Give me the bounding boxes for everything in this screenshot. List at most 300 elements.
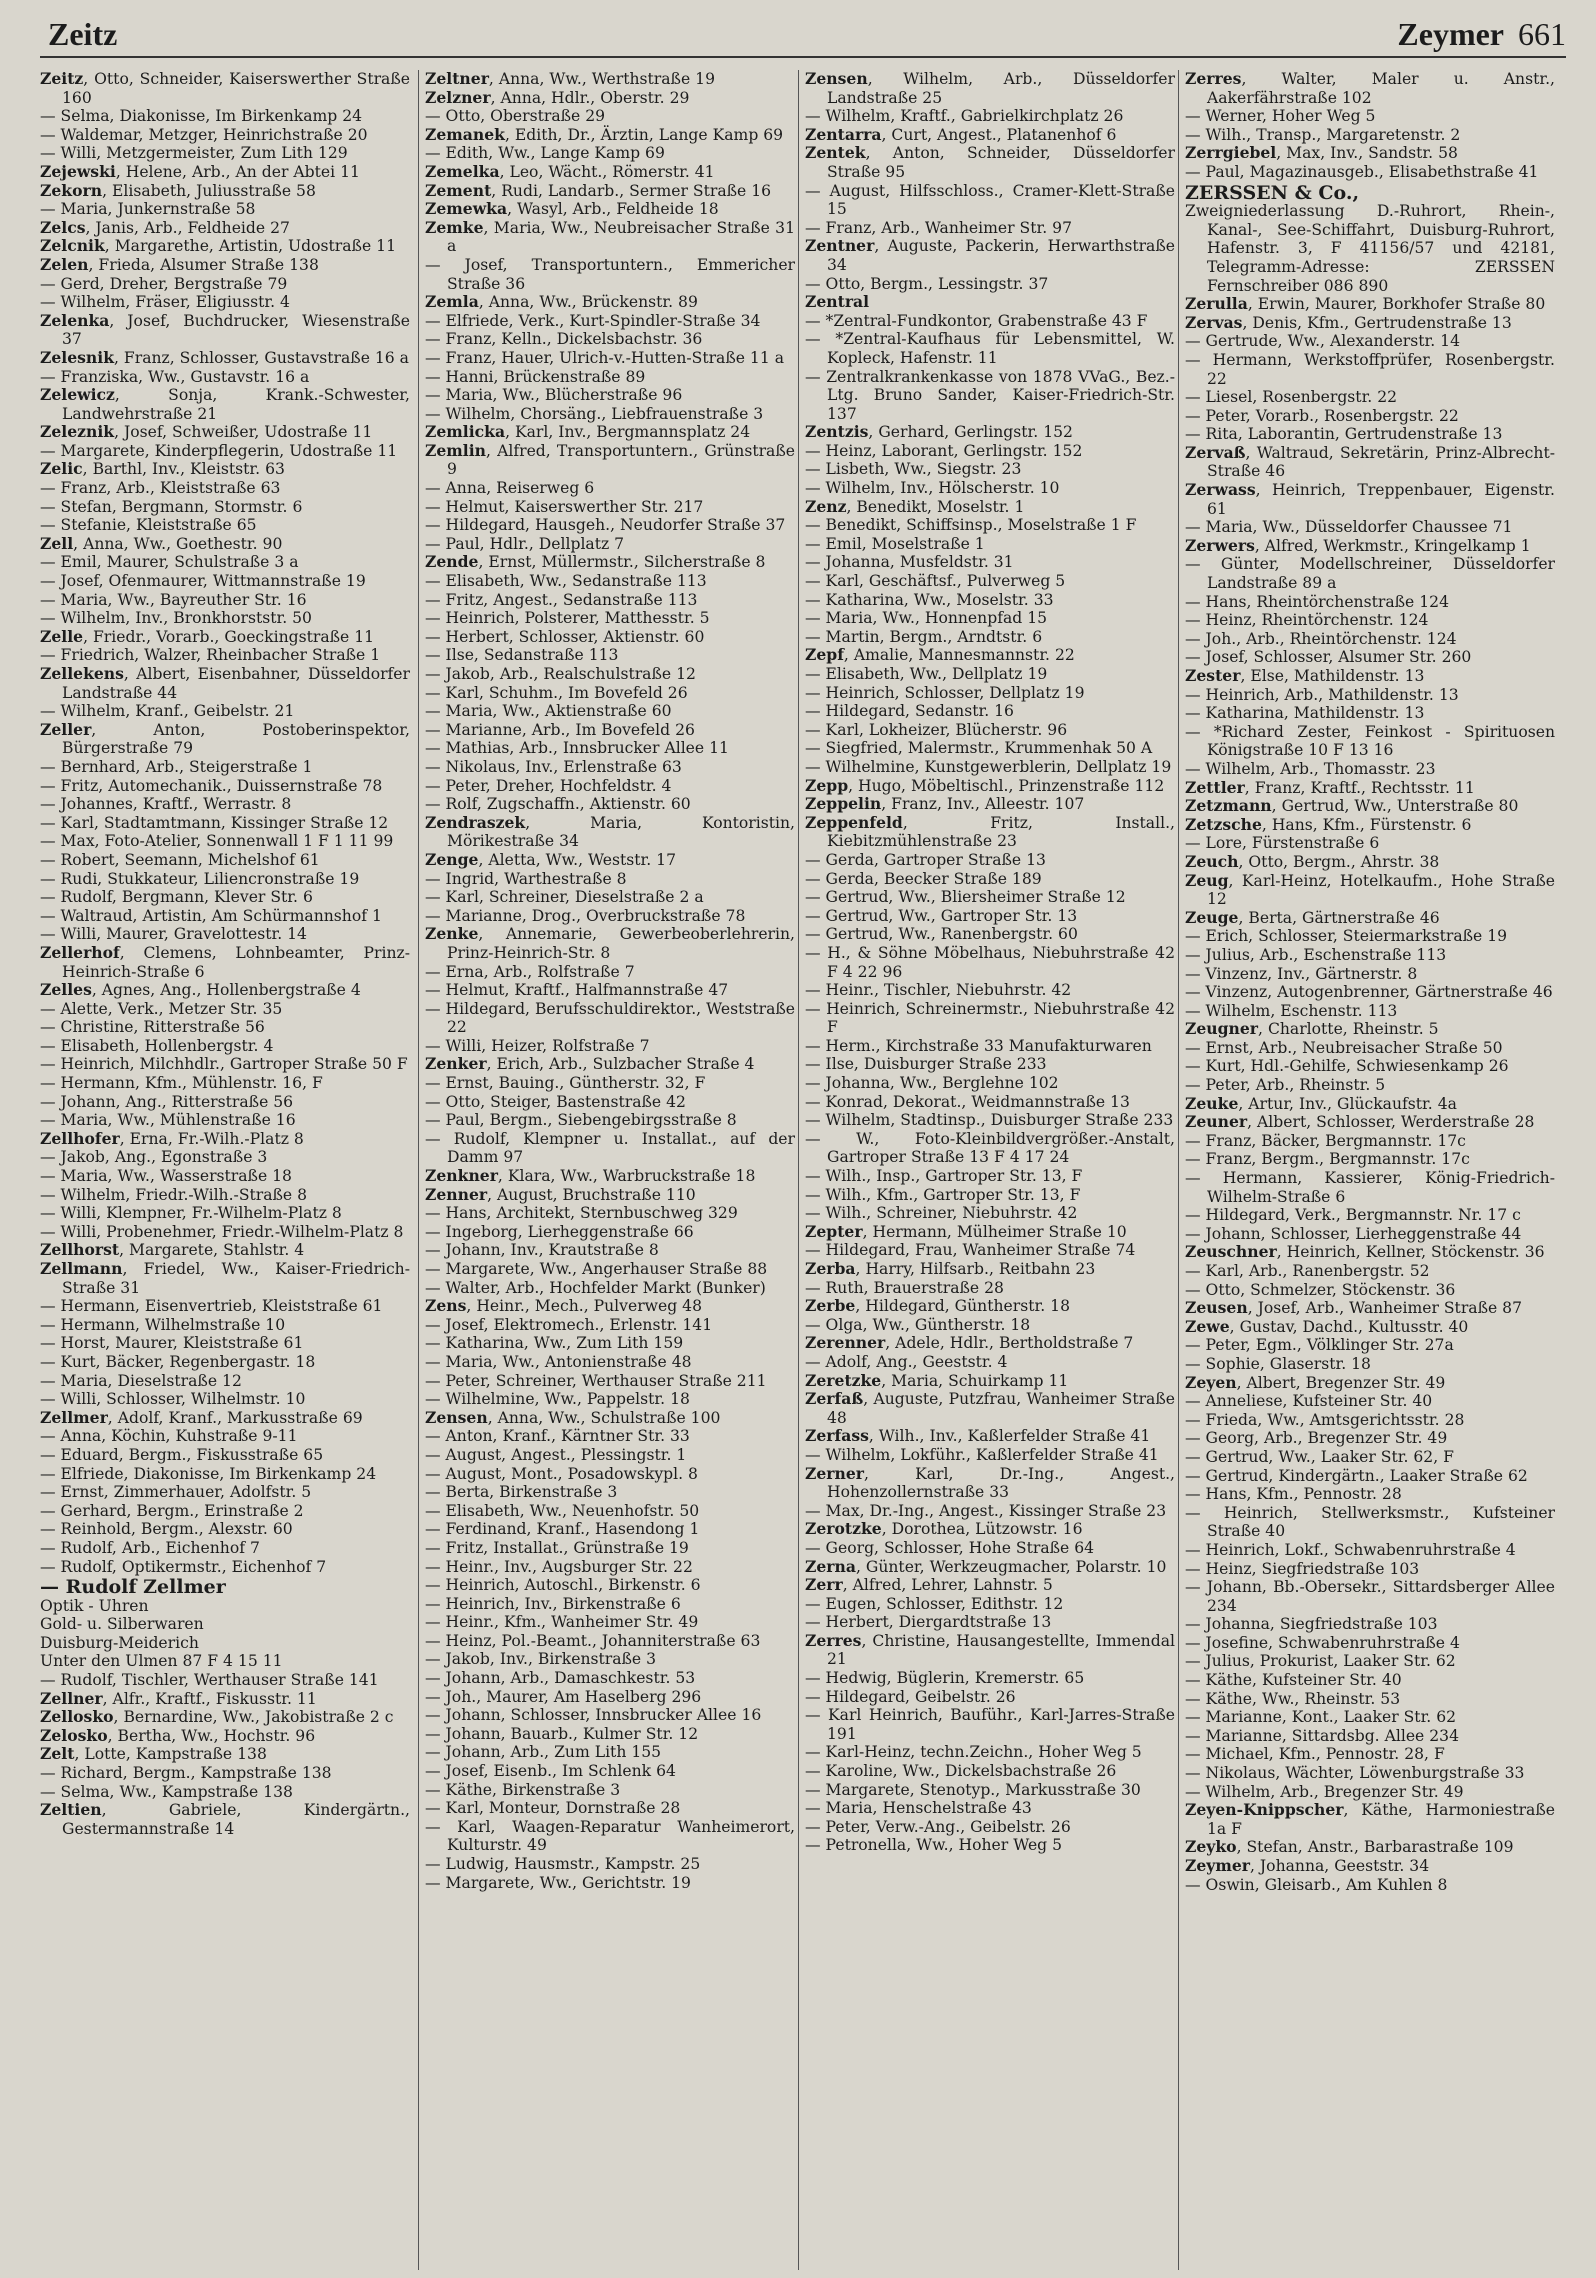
entry-details: — *Richard Zester, Feinkost - Spirituosen Königstraße 10 F 13 16 bbox=[1185, 722, 1555, 760]
surname: Zervaß bbox=[1185, 442, 1246, 462]
directory-entry bbox=[425, 795, 795, 814]
entry-details: — Liesel, Rosenbergstr. 22 bbox=[1185, 388, 1398, 407]
entry-details: — Herbert, Diergardtstraße 13 bbox=[805, 1613, 1052, 1632]
entry-details: — Franz, Hauer, Ulrich-v.-Hutten-Straße 11 a bbox=[425, 348, 785, 367]
surname: Zester bbox=[1185, 666, 1241, 685]
entry-details: — Josef, Eisenb., Im Schlenk 64 bbox=[425, 1762, 676, 1781]
directory-entry bbox=[425, 535, 795, 554]
directory-entry bbox=[805, 70, 1175, 107]
directory-entry bbox=[425, 1483, 795, 1502]
entry-details: , Elisabeth, Juliusstraße 58 bbox=[102, 181, 316, 200]
entry-details: — Hans, Kfm., Pennostr. 28 bbox=[1185, 1485, 1402, 1504]
entry-details: — Oswin, Gleisarb., Am Kuhlen 8 bbox=[1185, 1875, 1448, 1894]
directory-entry bbox=[1185, 1727, 1555, 1746]
directory-entry bbox=[425, 1000, 795, 1037]
directory-entry bbox=[1185, 314, 1555, 333]
advertisement-line: Gold- u. Silberwaren bbox=[40, 1615, 204, 1634]
directory-entry bbox=[425, 1260, 795, 1279]
directory-entry bbox=[1185, 704, 1555, 723]
entry-details: , Karl-Heinz, Hotelkaufm., Hohe Straße 12 bbox=[1207, 871, 1555, 909]
entry-details: , Helene, Arb., An der Abtei 11 bbox=[115, 162, 360, 181]
entry-details: , Alfr., Kraftf., Fiskusstr. 11 bbox=[102, 1689, 317, 1708]
directory-entry bbox=[805, 1632, 1175, 1669]
entry-details: — Wilhelmine, Kunstgewerblerin, Dellplatz 19 bbox=[805, 757, 1172, 776]
entry-details: — Frieda, Ww., Amtsgerichtsstr. 28 bbox=[1185, 1410, 1465, 1429]
entry-details: — Hildegard, Berufsschuldirektor., Weststraße 22 bbox=[425, 999, 795, 1037]
entry-details: — *Zentral-Kaufhaus für Lebensmittel, W. Kopleck, Hafenstr. 11 bbox=[805, 330, 1175, 367]
entry-details: , Ernst, Müllermstr., Silcherstraße 8 bbox=[478, 553, 766, 572]
entry-details: — Maria, Ww., Aktienstraße 60 bbox=[425, 702, 672, 721]
directory-entry bbox=[1185, 70, 1555, 107]
entry-details: — Katharina, Ww., Zum Lith 159 bbox=[425, 1334, 684, 1353]
entry-details: , August, Bruchstraße 110 bbox=[487, 1185, 696, 1204]
surname: Zelesnik bbox=[40, 347, 114, 367]
entry-details: , Günter, Werkzeugmacher, Polarstr. 10 bbox=[855, 1557, 1167, 1576]
entry-details: , Erna, Fr.-Wilh.-Platz 8 bbox=[119, 1129, 304, 1148]
directory-entry bbox=[425, 758, 795, 777]
directory-entry bbox=[40, 498, 410, 517]
entry-details: — Johann, Ang., Ritterstraße 56 bbox=[40, 1092, 294, 1111]
surname: Zenge bbox=[425, 849, 479, 869]
surname: Zemlicka bbox=[425, 422, 506, 442]
directory-entry bbox=[425, 1706, 795, 1725]
directory-entry bbox=[1185, 351, 1555, 388]
entry-details: — Rudolf, Klempner u. Installat., auf der Damm 97 bbox=[425, 1129, 795, 1167]
directory-entry bbox=[40, 1223, 410, 1242]
directory-entry bbox=[425, 739, 795, 758]
directory-entry bbox=[40, 702, 410, 721]
surname: Zerwers bbox=[1185, 535, 1255, 555]
directory-entry bbox=[805, 739, 1175, 758]
directory-entry bbox=[805, 1223, 1175, 1242]
entry-details: , Bernardine, Ww., Jakobistraße 2 c bbox=[113, 1708, 394, 1727]
directory-entry bbox=[805, 1260, 1175, 1279]
directory-entry bbox=[40, 1018, 410, 1037]
directory-entry bbox=[1185, 444, 1555, 481]
directory-entry bbox=[40, 1241, 410, 1260]
directory-entry bbox=[425, 1520, 795, 1539]
entry-details: — Heinr., Inv., Augsburger Str. 22 bbox=[425, 1557, 693, 1576]
surname: Zerulla bbox=[1185, 294, 1248, 314]
directory-entry bbox=[425, 1725, 795, 1744]
directory-entry bbox=[1185, 388, 1555, 407]
entry-details: , Curt, Angest., Platanenhof 6 bbox=[881, 125, 1117, 144]
directory-entry bbox=[1185, 648, 1555, 667]
directory-entry bbox=[805, 1390, 1175, 1427]
entry-details: , Maria, Ww., Neubreisacher Straße 31 a bbox=[447, 218, 795, 256]
directory-entry bbox=[805, 1818, 1175, 1837]
entry-details: — Julius, Prokurist, Laaker Str. 62 bbox=[1185, 1652, 1456, 1671]
directory-entry bbox=[1185, 332, 1555, 351]
surname: Zeyen-Knippscher bbox=[1185, 1800, 1344, 1820]
directory-entry bbox=[1185, 1225, 1555, 1244]
entry-details: — Georg, Arb., Bregenzer Str. 49 bbox=[1185, 1429, 1448, 1448]
directory-entry bbox=[425, 1167, 795, 1186]
page-number: 661 bbox=[1518, 16, 1566, 52]
entry-details: — Anna, Köchin, Kuhstraße 9-11 bbox=[40, 1427, 298, 1446]
entry-details: , Karl, Inv., Bergmannsplatz 24 bbox=[505, 423, 751, 442]
entry-details: — Karoline, Ww., Dickelsbachstraße 26 bbox=[805, 1762, 1117, 1781]
directory-entry bbox=[40, 1671, 410, 1690]
directory-entry bbox=[805, 758, 1175, 777]
entry-details: , Benedikt, Moselstr. 1 bbox=[846, 497, 1025, 516]
surname: Zell bbox=[40, 533, 74, 553]
entry-details: — Rita, Laborantin, Gertrudenstraße 13 bbox=[1185, 425, 1503, 444]
directory-entry bbox=[40, 1148, 410, 1167]
directory-entry bbox=[40, 628, 410, 647]
surname: Zenke bbox=[425, 924, 479, 944]
directory-entry bbox=[1185, 667, 1555, 686]
entry-details: , Frieda, Alsumer Straße 138 bbox=[88, 255, 319, 274]
directory-entry bbox=[1185, 1467, 1555, 1486]
surname: Zerrgiebel bbox=[1185, 143, 1277, 163]
entry-details: , Gertrud, Ww., Unterstraße 80 bbox=[1271, 797, 1519, 816]
entry-details: — Fritz, Angest., Sedanstraße 113 bbox=[425, 590, 698, 609]
directory-entry bbox=[425, 814, 795, 851]
directory-entry bbox=[425, 423, 795, 442]
entry-details: — Günter, Modellschreiner, Düsseldorfer Landstraße 89 a bbox=[1185, 555, 1555, 593]
entry-details: — Josef, Schlosser, Alsumer Str. 260 bbox=[1185, 648, 1472, 667]
directory-entry bbox=[40, 1783, 410, 1802]
directory-entry bbox=[805, 907, 1175, 926]
directory-entry bbox=[40, 1446, 410, 1465]
directory-entry bbox=[425, 1297, 795, 1316]
entry-details: — *Zentral-Fundkontor, Grabenstraße 43 F bbox=[805, 311, 1148, 330]
directory-entry bbox=[40, 1372, 410, 1391]
entry-details: — Johann, Arb., Damaschkestr. 53 bbox=[425, 1669, 696, 1688]
directory-entry bbox=[1185, 1206, 1555, 1225]
directory-entry bbox=[425, 219, 795, 256]
entry-details: , Anna, Ww., Schulstraße 100 bbox=[487, 1408, 721, 1427]
entry-details: — Stefanie, Kleiststraße 65 bbox=[40, 516, 257, 535]
directory-entry bbox=[425, 330, 795, 349]
entry-details: — Ilse, Duisburger Straße 233 bbox=[805, 1055, 1047, 1074]
directory-entry bbox=[40, 944, 410, 981]
surname: Zeppelin bbox=[805, 794, 882, 814]
entry-details: , Friedr., Vorarb., Goeckingstraße 11 bbox=[83, 627, 375, 646]
directory-entry bbox=[1185, 909, 1555, 928]
entry-details: — Joh., Maurer, Am Haselberg 296 bbox=[425, 1687, 702, 1706]
directory-entry bbox=[1185, 1857, 1555, 1876]
entry-details: , Gustav, Dachd., Kultusstr. 40 bbox=[1229, 1317, 1469, 1336]
entry-details: — Heinz, Rheintörchenstr. 124 bbox=[1185, 611, 1429, 630]
directory-entry bbox=[1185, 1076, 1555, 1095]
directory-entry bbox=[425, 1409, 795, 1428]
advertisement-line: Unter den Ulmen 87 F 4 15 11 bbox=[40, 1652, 283, 1671]
entry-details: — Peter, Vorarb., Rosenbergstr. 22 bbox=[1185, 406, 1459, 425]
entry-details: — Gertrud, Ww., Ranenbergstr. 60 bbox=[805, 925, 1078, 944]
entry-details: — Elisabeth, Hollenbergstr. 4 bbox=[40, 1036, 274, 1055]
entry-details: — Wilhelm, Inv., Bronkhorststr. 50 bbox=[40, 609, 312, 628]
surname: Zeymer bbox=[1185, 1856, 1251, 1875]
directory-entry bbox=[40, 777, 410, 796]
directory-entry bbox=[1185, 1504, 1555, 1541]
directory-entry bbox=[805, 1539, 1175, 1558]
entry-details: , Franz, Schlosser, Gustavstraße 16 a bbox=[114, 348, 409, 367]
directory-entry bbox=[805, 1130, 1175, 1167]
directory-entry bbox=[805, 814, 1175, 851]
entry-details: — Werner, Hoher Weg 5 bbox=[1185, 107, 1376, 126]
entry-details: — Wilhelm, Lokführ., Kaßlerfelder Straße 41 bbox=[805, 1445, 1159, 1464]
entry-details: — Heinrich, Polsterer, Matthesstr. 5 bbox=[425, 609, 710, 628]
directory-entry bbox=[805, 1446, 1175, 1465]
directory-entry bbox=[805, 460, 1175, 479]
directory-entry bbox=[805, 516, 1175, 535]
entry-details: — Maria, Ww., Antonienstraße 48 bbox=[425, 1352, 692, 1371]
surname: Zerwass bbox=[1185, 480, 1256, 500]
directory-entry bbox=[40, 870, 410, 889]
entry-details: — Waldemar, Metzger, Heinrichstraße 20 bbox=[40, 125, 368, 144]
surname: Zejewski bbox=[40, 161, 116, 181]
entry-details: — Fritz, Automechanik., Duissernstraße 78 bbox=[40, 776, 383, 795]
entry-details: , Albert, Schlosser, Werderstraße 28 bbox=[1247, 1113, 1535, 1132]
surname: Zens bbox=[425, 1296, 467, 1316]
directory-entry bbox=[805, 1706, 1175, 1743]
entry-details: — Elisabeth, Ww., Sedanstraße 113 bbox=[425, 572, 707, 591]
surname: Zemla bbox=[425, 292, 479, 312]
directory-entry bbox=[1185, 537, 1555, 556]
entry-details: — Robert, Seemann, Michelshof 61 bbox=[40, 850, 320, 869]
directory-entry bbox=[1185, 1095, 1555, 1114]
directory-entry bbox=[1185, 927, 1555, 946]
directory-entry bbox=[425, 498, 795, 517]
entry-details: — Michael, Kfm., Pennostr. 28, F bbox=[1185, 1745, 1445, 1764]
entry-details: — Wilhelm, Kraftf., Gabrielkirchplatz 26 bbox=[805, 107, 1124, 126]
entry-details: , Maria, Schuirkamp 11 bbox=[881, 1371, 1069, 1390]
entry-details: — Rudi, Stukkateur, Liliencronstraße 19 bbox=[40, 869, 360, 888]
directory-entry bbox=[425, 721, 795, 740]
entry-details: — Otto, Oberstraße 29 bbox=[425, 107, 606, 126]
entry-details: , Else, Mathildenstr. 13 bbox=[1240, 667, 1425, 685]
surname: Zerenner bbox=[805, 1333, 886, 1353]
directory-entry bbox=[805, 1762, 1175, 1781]
entry-details: , Gabriele, Kindergärtn., Gestermannstraße 14 bbox=[62, 1801, 410, 1838]
directory-entry bbox=[805, 1353, 1175, 1372]
surname: Zerfass bbox=[805, 1426, 869, 1446]
directory-entry bbox=[1185, 555, 1555, 592]
directory-entry bbox=[425, 1130, 795, 1167]
directory-entry bbox=[805, 888, 1175, 907]
entry-details: , Artur, Inv., Glückaufstr. 4a bbox=[1238, 1094, 1457, 1113]
surname: Zenner bbox=[425, 1184, 488, 1204]
entry-details: — Wilhelm, Chorsäng., Liebfrauenstraße 3 bbox=[425, 404, 764, 423]
directory-entry bbox=[1185, 1411, 1555, 1430]
entry-details: , Janis, Arb., Feldheide 27 bbox=[85, 218, 290, 237]
entry-details: , Sonja, Krank.-Schwester, Landwehrstraße 21 bbox=[62, 386, 410, 423]
directory-entry bbox=[425, 1223, 795, 1242]
directory-entry bbox=[805, 237, 1175, 274]
entry-details: , Otto, Bergm., Ahrstr. 38 bbox=[1238, 852, 1440, 871]
entry-details: , Margarete, Stahlstr. 4 bbox=[119, 1241, 305, 1260]
entry-details: — Nikolaus, Inv., Erlenstraße 63 bbox=[425, 757, 682, 776]
entry-details: — Peter, Schreiner, Werthauser Straße 211 bbox=[425, 1371, 767, 1390]
entry-details: — Herbert, Schlosser, Aktienstr. 60 bbox=[425, 627, 705, 646]
entry-details: — Anneliese, Kufsteiner Str. 40 bbox=[1185, 1392, 1433, 1411]
directory-entry bbox=[805, 1502, 1175, 1521]
directory-entry bbox=[40, 1111, 410, 1130]
directory-entry bbox=[805, 702, 1175, 721]
entry-details: — Wilhelm, Fräser, Eligiusstr. 4 bbox=[40, 293, 290, 312]
entry-details: — Benedikt, Schiffsinsp., Moselstraße 1 F bbox=[805, 516, 1137, 535]
directory-entry bbox=[1185, 1560, 1555, 1579]
entry-details: — Käthe, Birkenstraße 3 bbox=[425, 1780, 621, 1799]
directory-entry bbox=[1185, 1336, 1555, 1355]
entry-details: — W., Foto-Kleinbildvergrößer.-Anstalt, Gartroper Straße 13 F 4 17 24 bbox=[805, 1129, 1175, 1167]
directory-entry bbox=[425, 1502, 795, 1521]
surname: Zewe bbox=[1185, 1316, 1230, 1336]
directory-entry bbox=[805, 1688, 1175, 1707]
surname: Zepp bbox=[805, 775, 849, 795]
entry-details: — Elisabeth, Ww., Dellplatz 19 bbox=[805, 665, 1048, 683]
directory-entry bbox=[1185, 1783, 1555, 1802]
entry-details: — Erich, Schlosser, Steiermarkstraße 19 bbox=[1185, 927, 1508, 946]
entry-details: , Hans, Kfm., Fürstenstr. 6 bbox=[1261, 815, 1472, 834]
entry-details: — Hans, Rheintörchenstraße 124 bbox=[1185, 592, 1449, 611]
surname: Zerotzke bbox=[805, 1519, 882, 1539]
advertisement-heading: ZERSSEN & Co., bbox=[1185, 181, 1360, 204]
directory-entry bbox=[805, 498, 1175, 517]
entry-details: — Wilhelm, Friedr.-Wilh.-Straße 8 bbox=[40, 1185, 308, 1204]
directory-entry bbox=[425, 1055, 795, 1074]
surname: Zentek bbox=[805, 143, 866, 163]
entry-details: — Heinr., Kfm., Wanheimer Str. 49 bbox=[425, 1613, 699, 1632]
entry-details: — Hermann, Wilhelmstraße 10 bbox=[40, 1315, 286, 1334]
directory-entry bbox=[1185, 425, 1555, 444]
directory-entry bbox=[425, 163, 795, 182]
entry-details: — Jakob, Inv., Birkenstraße 3 bbox=[425, 1650, 657, 1669]
directory-entry bbox=[40, 1055, 410, 1074]
entry-details: — Olga, Ww., Güntherstr. 18 bbox=[805, 1315, 1031, 1334]
directory-entry bbox=[40, 219, 410, 238]
entry-details: , Heinrich, Treppenbauer, Eigenstr. 61 bbox=[1207, 481, 1555, 518]
entry-details: — Heinr., Tischler, Niebuhrstr. 42 bbox=[805, 981, 1072, 1000]
entry-details: , Maria, Kontoristin, Mörikestraße 34 bbox=[447, 813, 795, 851]
surname: Zelcs bbox=[40, 217, 86, 237]
entry-details: — Heinrich, Schlosser, Dellplatz 19 bbox=[805, 683, 1085, 702]
entry-details: — Hedwig, Büglerin, Kremerstr. 65 bbox=[805, 1669, 1085, 1688]
directory-entry bbox=[1185, 760, 1555, 779]
directory-entry bbox=[805, 721, 1175, 740]
entry-details: — Hermann, Werkstoffprüfer, Rosenbergstr. 22 bbox=[1185, 350, 1555, 388]
entry-details: — Christine, Ritterstraße 56 bbox=[40, 1018, 265, 1037]
directory-entry bbox=[40, 1690, 410, 1709]
entry-details: — Konrad, Dekorat., Weidmannstraße 13 bbox=[805, 1092, 1130, 1111]
directory-entry bbox=[40, 572, 410, 591]
directory-entry bbox=[425, 684, 795, 703]
surname: Zepter bbox=[805, 1221, 863, 1241]
directory-entry bbox=[425, 925, 795, 962]
directory-entry bbox=[1185, 1801, 1555, 1838]
entry-details: — Adolf, Ang., Geeststr. 4 bbox=[805, 1352, 1008, 1371]
surname: Zeltner bbox=[425, 70, 489, 88]
directory-entry bbox=[805, 275, 1175, 294]
entry-details: — Peter, Arb., Rheinstr. 5 bbox=[1185, 1076, 1386, 1095]
directory-entry bbox=[1185, 295, 1555, 314]
directory-entry bbox=[805, 144, 1175, 181]
entry-details: — Otto, Bergm., Lessingstr. 37 bbox=[805, 274, 1049, 293]
directory-entry bbox=[425, 1372, 795, 1391]
entry-details: — Hildegard, Frau, Wanheimer Straße 74 bbox=[805, 1241, 1136, 1260]
directory-entry bbox=[805, 1595, 1175, 1614]
directory-entry bbox=[40, 1130, 410, 1149]
directory-entry bbox=[805, 1186, 1175, 1205]
directory-entry bbox=[1185, 983, 1555, 1002]
directory-entry bbox=[1185, 1876, 1555, 1895]
directory-entry bbox=[40, 1353, 410, 1372]
directory-entry bbox=[40, 442, 410, 461]
entry-details: — Lisbeth, Ww., Siegstr. 23 bbox=[805, 460, 1022, 479]
directory-entry bbox=[1185, 1132, 1555, 1151]
entry-details: — Ernst, Arb., Neubreisacher Straße 50 bbox=[1185, 1038, 1503, 1057]
directory-entry bbox=[805, 572, 1175, 591]
surname: Zelenka bbox=[40, 310, 110, 330]
surname: Zentner bbox=[805, 236, 875, 256]
directory-entry bbox=[425, 1186, 795, 1205]
entry-details: — Maria, Ww., Blücherstraße 96 bbox=[425, 386, 683, 405]
entry-details: — Hermann, Kassierer, König-Friedrich-Wilhelm-Straße 6 bbox=[1185, 1169, 1555, 1206]
surname: Zerfaß bbox=[805, 1389, 864, 1409]
directory-entry bbox=[1185, 1652, 1555, 1671]
directory-entry bbox=[425, 1204, 795, 1223]
directory-entry bbox=[40, 1801, 410, 1838]
surname: Zervas bbox=[1185, 312, 1243, 332]
entry-details: , Auguste, Packerin, Herwarthstraße 34 bbox=[827, 237, 1175, 274]
directory-entry bbox=[1185, 1039, 1555, 1058]
entry-details: , Anna, Hdlr., Oberstr. 29 bbox=[490, 88, 690, 107]
entry-details: — Heinz, Laborant, Gerlingstr. 152 bbox=[805, 441, 1083, 460]
directory-entry bbox=[425, 665, 795, 684]
surname: Zepf bbox=[805, 645, 844, 665]
entry-details: — Marianne, Sittardsbg. Allee 234 bbox=[1185, 1726, 1460, 1745]
entry-details: — Karl, Lokheizer, Blücherstr. 96 bbox=[805, 720, 1068, 739]
directory-entry bbox=[805, 1465, 1175, 1502]
directory-entry bbox=[805, 1558, 1175, 1577]
directory-entry bbox=[425, 144, 795, 163]
directory-entry bbox=[1185, 1262, 1555, 1281]
entry-details: — Willi, Heizer, Rolfstraße 7 bbox=[425, 1036, 650, 1055]
entry-details: — Walter, Arb., Hochfelder Markt (Bunker) bbox=[425, 1278, 766, 1297]
directory-entry bbox=[425, 312, 795, 331]
entry-details: — Franz, Arb., Kleiststraße 63 bbox=[40, 479, 281, 498]
surname: Zeyen bbox=[1185, 1372, 1237, 1392]
directory-entry bbox=[805, 553, 1175, 572]
entry-details: — Käthe, Kufsteiner Str. 40 bbox=[1185, 1671, 1402, 1690]
directory-entry bbox=[805, 591, 1175, 610]
entry-details: , Anna, Ww., Brückenstr. 89 bbox=[478, 293, 698, 312]
entry-details: — Hanni, Brückenstraße 89 bbox=[425, 367, 646, 386]
directory-entry bbox=[805, 182, 1175, 219]
directory-entry bbox=[805, 1836, 1175, 1855]
entry-details: — Horst, Maurer, Kleiststraße 61 bbox=[40, 1334, 304, 1353]
entry-details: — Maria, Ww., Mühlenstraße 16 bbox=[40, 1111, 296, 1130]
directory-entry bbox=[805, 646, 1175, 665]
directory-entry bbox=[1185, 1299, 1555, 1318]
entry-details: — Paul, Magazinausgeb., Elisabethstraße 41 bbox=[1185, 162, 1539, 181]
entry-details: — Maria, Ww., Düsseldorfer Chaussee 71 bbox=[1185, 518, 1513, 537]
directory-entry bbox=[425, 1037, 795, 1056]
directory-entry bbox=[1185, 946, 1555, 965]
directory-entry bbox=[805, 795, 1175, 814]
surname: Zerna bbox=[805, 1556, 856, 1576]
directory-entry bbox=[1185, 1355, 1555, 1374]
advertisement-line: Duisburg-Meiderich bbox=[40, 1633, 199, 1652]
directory-entry bbox=[40, 1427, 410, 1446]
directory-entry bbox=[40, 107, 410, 126]
directory-entry bbox=[40, 1334, 410, 1353]
entry-details: — Sophie, Glaserstr. 18 bbox=[1185, 1354, 1371, 1373]
directory-entry bbox=[805, 1241, 1175, 1260]
directory-entry bbox=[1185, 834, 1555, 853]
